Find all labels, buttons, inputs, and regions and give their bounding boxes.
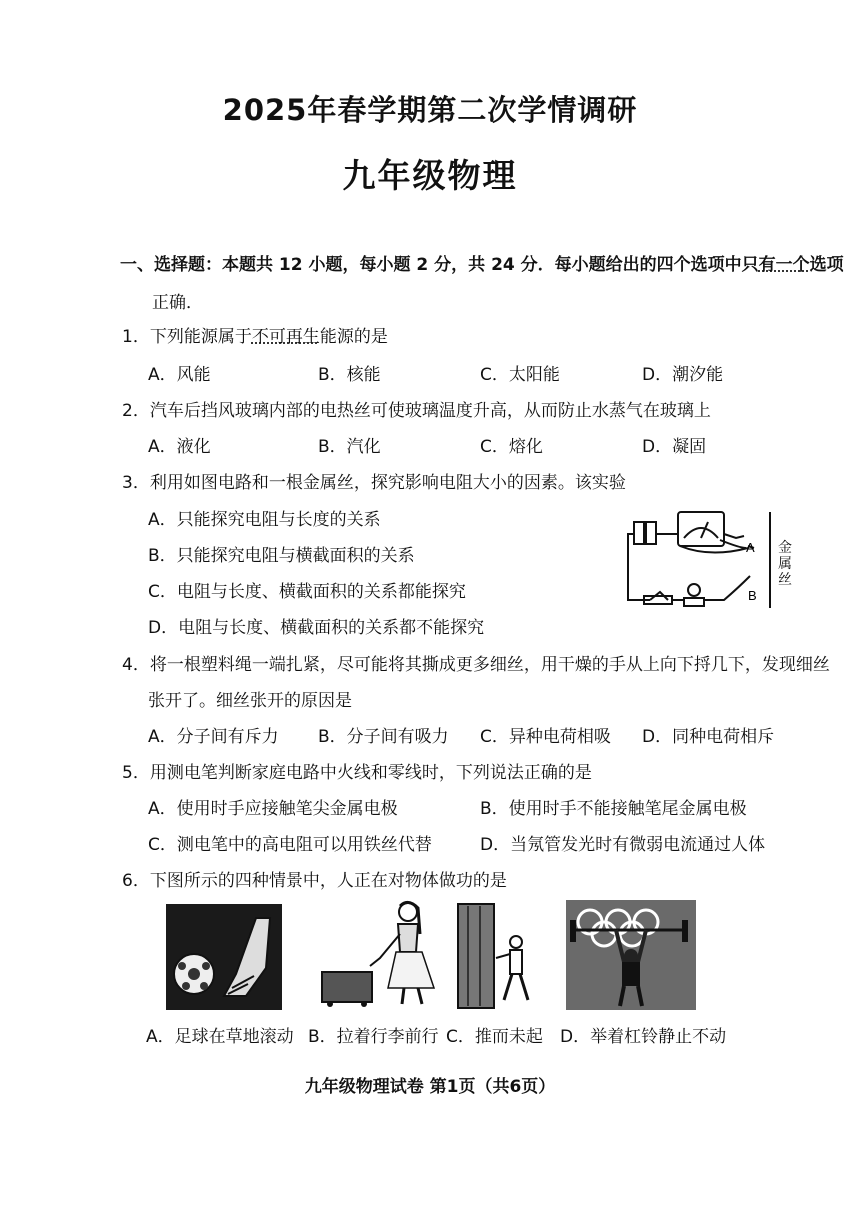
circuit-figure (620, 508, 800, 618)
question-1-option-a: A．风能 (148, 365, 211, 385)
question-6-stem: 6．下图所示的四种情景中，人正在对物体做功的是 (122, 871, 507, 891)
luggage-image (318, 900, 442, 1012)
section-instructions: 一、选择题：本题共 12 小题，每小题 2 分，共 24 分．每小题给出的四个选项中只有一个选项 (120, 255, 844, 275)
question-2-option-d: D．凝固 (642, 437, 707, 457)
question-6-option-d: D．举着杠铃静止不动 (560, 1027, 727, 1047)
question-4-stem: 4．将一根塑料绳一端扎紧，尽可能将其撕成更多细丝，用干燥的手从上向下捋几下，发现细丝 (122, 655, 830, 675)
question-1-option-c: C．太阳能 (480, 365, 560, 385)
exam-title: 2025年春学期第二次学情调研 (222, 93, 638, 127)
point-a-label: A (746, 540, 755, 555)
question-6-option-c: C．推而未起 (446, 1027, 543, 1047)
emphasis-dotted: 不可再生 (251, 327, 320, 347)
question-2-stem: 2．汽车后挡风玻璃内部的电热丝可使玻璃温度升高，从而防止水蒸气在玻璃上 (122, 401, 711, 421)
question-5-option-c: C．测电笔中的高电阻可以用铁丝代替 (148, 835, 432, 855)
question-6-option-a: A．足球在草地滚动 (146, 1027, 294, 1047)
point-b-label: B (748, 588, 757, 603)
page-footer: 九年级物理试卷 第1页（共6页） (304, 1077, 556, 1097)
question-1-option-b: B．核能 (318, 365, 381, 385)
question-5-option-d: D．当氖管发光时有微弱电流通过人体 (480, 835, 766, 855)
question-2-option-c: C．熔化 (480, 437, 543, 457)
metal-wire-label: 金属丝 (778, 540, 792, 588)
question-4-option-b: B．分子间有吸力 (318, 727, 449, 747)
question-1-option-d: D．潮汐能 (642, 365, 724, 385)
football-image (166, 904, 282, 1010)
question-3-option-a: A．只能探究电阻与长度的关系 (148, 510, 381, 530)
push-box-image (456, 902, 540, 1014)
emphasis-dotted: 有一个 (758, 255, 810, 275)
question-3-option-c: C．电阻与长度、横截面积的关系都能探究 (148, 582, 466, 602)
question-4-option-a: A．分子间有斥力 (148, 727, 279, 747)
question-2-option-b: B．汽化 (318, 437, 381, 457)
barbell-image (566, 900, 696, 1010)
question-3-option-b: B．只能探究电阻与横截面积的关系 (148, 546, 415, 566)
question-5-option-b: B．使用时手不能接触笔尾金属电极 (480, 799, 747, 819)
question-4-option-d: D．同种电荷相斥 (642, 727, 775, 747)
question-1-stem: 1．下列能源属于不可再生能源的是 (122, 327, 388, 347)
section-instructions-line2: 正确． (152, 293, 203, 313)
question-3-option-d: D．电阻与长度、横截面积的关系都不能探究 (148, 618, 485, 638)
question-6-option-b: B．拉着行李前行 (308, 1027, 439, 1047)
question-5-option-a: A．使用时手应接触笔尖金属电极 (148, 799, 398, 819)
question-3-stem: 3．利用如图电路和一根金属丝，探究影响电阻大小的因素。该实验 (122, 473, 626, 493)
question-5-stem: 5．用测电笔判断家庭电路中火线和零线时，下列说法正确的是 (122, 763, 592, 783)
question-4-option-c: C．异种电荷相吸 (480, 727, 611, 747)
exam-subject: 九年级物理 (342, 156, 518, 195)
question-4-stem-line2: 张开了。细丝张开的原因是 (148, 691, 352, 711)
question-2-option-a: A．液化 (148, 437, 211, 457)
